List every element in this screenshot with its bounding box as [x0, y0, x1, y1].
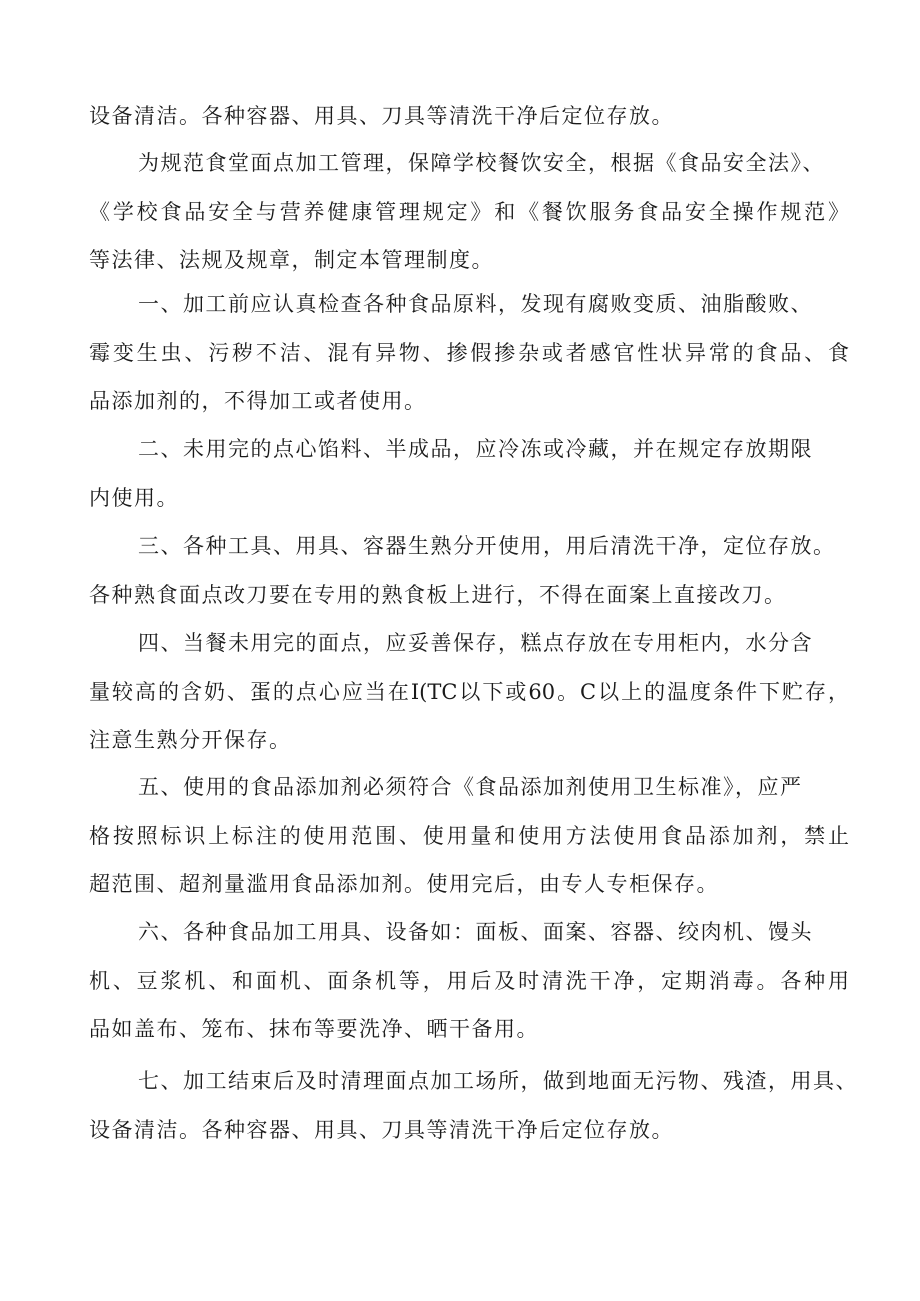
text-line: 霉变生虫、污秽不洁、混有异物、掺假掺杂或者感官性状异常的食品、食: [89, 340, 849, 365]
text-line: 七、加工结束后及时清理面点加工场所，做到地面无污物、残渣，用具、: [138, 1069, 858, 1093]
text-line: 为规范食堂面点加工管理，保障学校餐饮安全，根据《食品安全法》、: [138, 151, 825, 175]
text-line: 二、未用完的点心馅料、半成品，应冷冻或冷藏，并在规定存放期限: [138, 437, 813, 461]
paragraph-item-6: [89, 908, 849, 1054]
text-line: 机、豆浆机、和面机、面条机等，用后及时清洗干净，定期消毒。各种用: [89, 968, 849, 993]
text-line: 超范围、超剂量滥用食品添加剂。使用完后，由专人专柜保存。: [89, 872, 719, 897]
text-line: 等法律、法规及规章，制定本管理制度。: [89, 248, 494, 273]
text-line: 设备清洁。各种容器、用具、刀具等清洗干净后定位存放。: [89, 1117, 674, 1142]
paragraph-item-1: [89, 280, 849, 426]
paragraph-item-2: [89, 425, 813, 522]
text-line: 五、使用的食品添加剂必须符合《食品添加剂使用卫生标准》，应严: [138, 775, 803, 799]
text-line: 三、各种工具、用具、容器生熟分开使用，用后清洗干净，定位存放。: [138, 534, 836, 558]
text-line: 各种熟食面点改刀要在专用的熟食板上进行，不得在面案上直接改刀。: [89, 582, 787, 607]
paragraph-item-3: [89, 522, 836, 619]
text-line: 格按照标识上标注的使用范围、使用量和使用方法使用食品添加剂，禁止: [89, 823, 849, 848]
text-line: 四、当餐未用完的面点，应妥善保存，糕点存放在专用柜内，水分含: [138, 631, 813, 655]
paragraph-preamble: [89, 139, 849, 285]
text-line: 一、加工前应认真检查各种食品原料，发现有腐败变质、油脂酸败、: [138, 292, 813, 316]
text-line: 品如盖布、笼布、抹布等要洗净、晒干备用。: [89, 1017, 539, 1042]
paragraph-item-7: [89, 1057, 858, 1154]
paragraph-item-5: [89, 763, 849, 909]
text-line: 六、各种食品加工用具、设备如：面板、面案、容器、绞肉机、馒头: [138, 920, 813, 944]
text-line: 量较高的含奶、蛋的点心应当在I(TC以下或60。C以上的温度条件下贮存，: [89, 679, 849, 704]
paragraph-item-4: [89, 619, 849, 765]
text-line: 设备清洁。各种容器、用具、刀具等清洗干净后定位存放。: [89, 104, 674, 128]
text-line: 注意生熟分开保存。: [89, 728, 292, 753]
text-line: 品添加剂的，不得加工或者使用。: [89, 389, 427, 414]
paragraph-carryover: [89, 92, 674, 141]
text-line: 内使用。: [89, 485, 179, 510]
text-line: 《学校食品安全与营养健康管理规定》和《餐饮服务食品安全操作规范》: [89, 199, 849, 224]
